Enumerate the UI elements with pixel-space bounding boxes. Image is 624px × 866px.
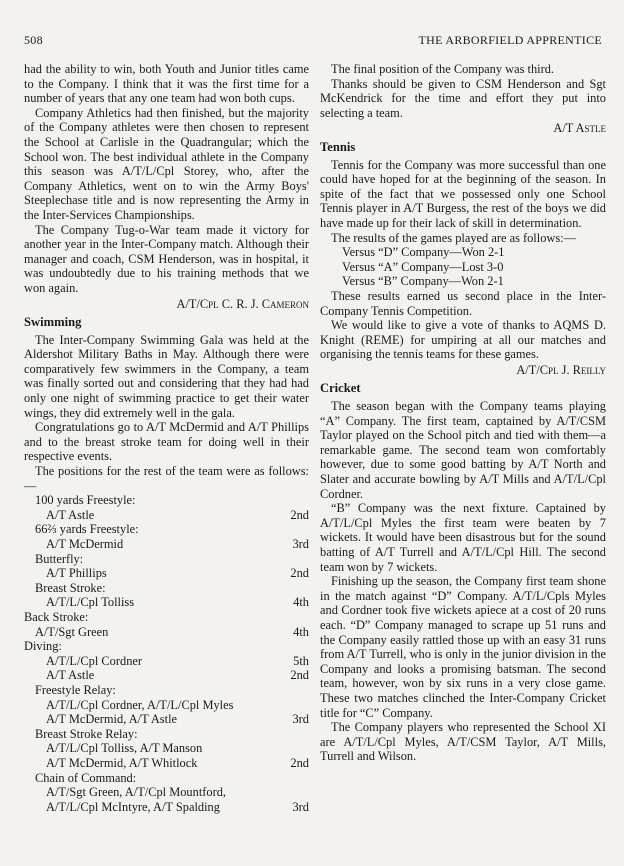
athletics-paragraph: The Company Tug-o-War team made it victory for another year in the Inter-Company match. Although their manager and coach, CSM Henderson, was in hospital, it was undoubtedly due to his training methods that we won again. (24, 222, 309, 295)
swimming-paragraph: Thanks should be given to CSM Henderson and Sgt McKendrick for the time and effort they put into selecting a team. (320, 76, 606, 120)
left-column (24, 62, 309, 814)
placing: 3rd (292, 799, 309, 814)
relay-line (24, 712, 309, 727)
event-name: Back Stroke: (24, 609, 89, 624)
tennis-signature: A/T/Cpl J. Reilly (516, 362, 606, 377)
page-number: 508 (24, 33, 43, 47)
relay-team: A/T/L/Cpl Cordner, A/T/L/Cpl Myles (46, 697, 234, 712)
swimming-results (24, 493, 309, 814)
relay-team: A/T/L/Cpl Tolliss, A/T Manson (46, 741, 203, 756)
swimmer-name: A/T/Sgt Green (35, 624, 109, 639)
cricket-paragraph: “B” Company was the next fixture. Captained by A/T/L/Cpl Myles the first team were beaten by 7 wickets. It would have been disastrous but for the sound batting of A/T Turrell and A/T/L/Cpl Hill. The second team won by 7 wickets. (320, 501, 606, 574)
right-column (320, 62, 606, 764)
tennis-paragraph: These results earned us second place in the Inter-Company Tennis Competition. (320, 288, 606, 318)
swimming-paragraph: The final position of the Company was third. (331, 62, 554, 76)
tennis-heading: Tennis (320, 139, 356, 154)
placing: 2nd (290, 507, 309, 522)
placing: 5th (293, 653, 309, 668)
tennis-paragraph: We would like to give a vote of thanks to AQMS D. Knight (REME) for umpiring at all our matches and organising the tennis teams for these games. (320, 318, 606, 362)
athletics-signature: A/T/Cpl C. R. J. Cameron (176, 296, 309, 311)
cricket-paragraph: The Company players who represented the School XI are A/T/L/Cpl Myles, A/T/CSM Taylor, A/T Mills, Turrell and Wilson. (320, 720, 606, 764)
result-row (24, 668, 309, 683)
athletics-paragraph: Company Athletics had then finished, but the majority of the Company athletes were then chosen to represent the School at Carlisle in the Quadrangular; which the School won. The best individual athlete in the Company this season was A/T/L/Cpl Storey, who, after the Company Athletics, went on to win the Army Boys' Steeplechase title and is now representing the Army in the Inter-Services Championships. (24, 105, 309, 222)
tennis-result: Versus “D” Company—Won 2-1 (342, 245, 505, 260)
swimmer-name: A/T Phillips (46, 566, 107, 581)
relay-team: A/T/Sgt Green, A/T/Cpl Mountford, (46, 785, 226, 800)
cricket-paragraph: The season began with the Company teams playing “A” Company. The first team, captained by A/T/CSM Taylor played on the School pitch and tied with them—a remarkable game. The second team won comfortably however, due to some good batting by A/T North and Slater and accurate bowling by A/T Mills and A/T/L/Cpl Cordner. (320, 399, 606, 501)
placing: 4th (293, 595, 309, 610)
event-name: 100 yards Freestyle: (35, 493, 136, 508)
event-name: 66⅔ yards Freestyle: (35, 522, 139, 537)
journal-title: THE ARBORFIELD APPRENTICE (418, 33, 602, 47)
result-row (24, 508, 309, 523)
event-name: Diving: (24, 639, 62, 654)
cricket-heading: Cricket (320, 381, 361, 396)
relay-line (24, 756, 309, 771)
placing: 3rd (292, 537, 309, 551)
swimmer-name: A/T/L/Cpl Tolliss (46, 595, 135, 610)
swimming-heading: Swimming (24, 315, 82, 330)
placing: 2nd (290, 755, 309, 770)
event-name: Butterfly: (35, 551, 84, 566)
relay-line (24, 785, 309, 800)
placing: 4th (293, 624, 309, 639)
event-name: Breast Stroke Relay: (35, 726, 138, 741)
relay-team: A/T/L/Cpl McIntyre, A/T Spalding (46, 799, 220, 814)
result-row (24, 625, 309, 640)
event-name: Breast Stroke: (35, 580, 106, 595)
swimming-paragraph: The positions for the rest of the team were as follows:— (24, 464, 309, 493)
relay-line (24, 698, 309, 713)
tennis-result: Versus “B” Company—Won 2-1 (342, 274, 504, 289)
athletics-paragraph: had the ability to win, both Youth and Junior titles came to the Company. I think that it was the first time for a number of years that any one team had won both cups. (24, 62, 309, 106)
result-row (24, 566, 309, 581)
placing: 3rd (292, 712, 309, 727)
swimming-paragraph: Congratulations go to A/T McDermid and A/T Phillips and to the breast stroke team for doing well in their respective events. (24, 420, 309, 464)
placing: 2nd (290, 566, 309, 581)
swimmer-name: A/T Astle (46, 507, 95, 522)
swimming-paragraph: The Inter-Company Swimming Gala was held at the Aldershot Military Baths in May. Although there were comparatively few swimmers in the Company, a team was finally sorted out and considering that they had had only one night of swimming practice to get their water wings, they did extremely well in the gala. (24, 332, 309, 420)
event-name: Chain of Command: (35, 770, 137, 785)
result-row (24, 595, 309, 610)
result-row (24, 537, 309, 552)
tennis-result: Versus “A” Company—Lost 3-0 (342, 259, 504, 274)
relay-line (24, 741, 309, 756)
relay-line (24, 800, 309, 815)
swimmer-name: A/T Astle (46, 668, 95, 683)
running-head (24, 33, 602, 49)
swimmer-name: A/T McDermid (46, 537, 124, 551)
result-row (24, 654, 309, 669)
swimmer-name: A/T/L/Cpl Cordner (46, 653, 143, 668)
event-name: Freestyle Relay: (35, 682, 116, 697)
placing: 2nd (290, 668, 309, 683)
swimming-signature: A/T Astle (553, 121, 606, 136)
cricket-paragraph: Finishing up the season, the Company first team shone in the match against “D” Company. A/T/L/Cpls Myles and Cordner took five wickets apiece at a cost of 20 runs each. “D” Company managed to scrape up 51 runs and the Company easily rattled those up with an easy 31 runs from A/T Turrell, who is only in the junior division in the Company and looks a promising batsman. The second team, however, won by six runs in a very close game. These two matches clinched the Inter-Company Cricket title for “C” Company. (320, 574, 606, 720)
relay-team: A/T McDermid, A/T Whitlock (46, 755, 198, 770)
relay-team: A/T McDermid, A/T Astle (46, 712, 178, 727)
tennis-paragraph: The results of the games played are as follows:— (331, 230, 576, 245)
tennis-paragraph: Tennis for the Company was more successful than one could have hoped for at the beginning of the season. In spite of the fact that we possessed only one School Tennis player in A/T Burgess, the rest of the boys we did have made up for their lack of skill in determination. (320, 157, 606, 230)
